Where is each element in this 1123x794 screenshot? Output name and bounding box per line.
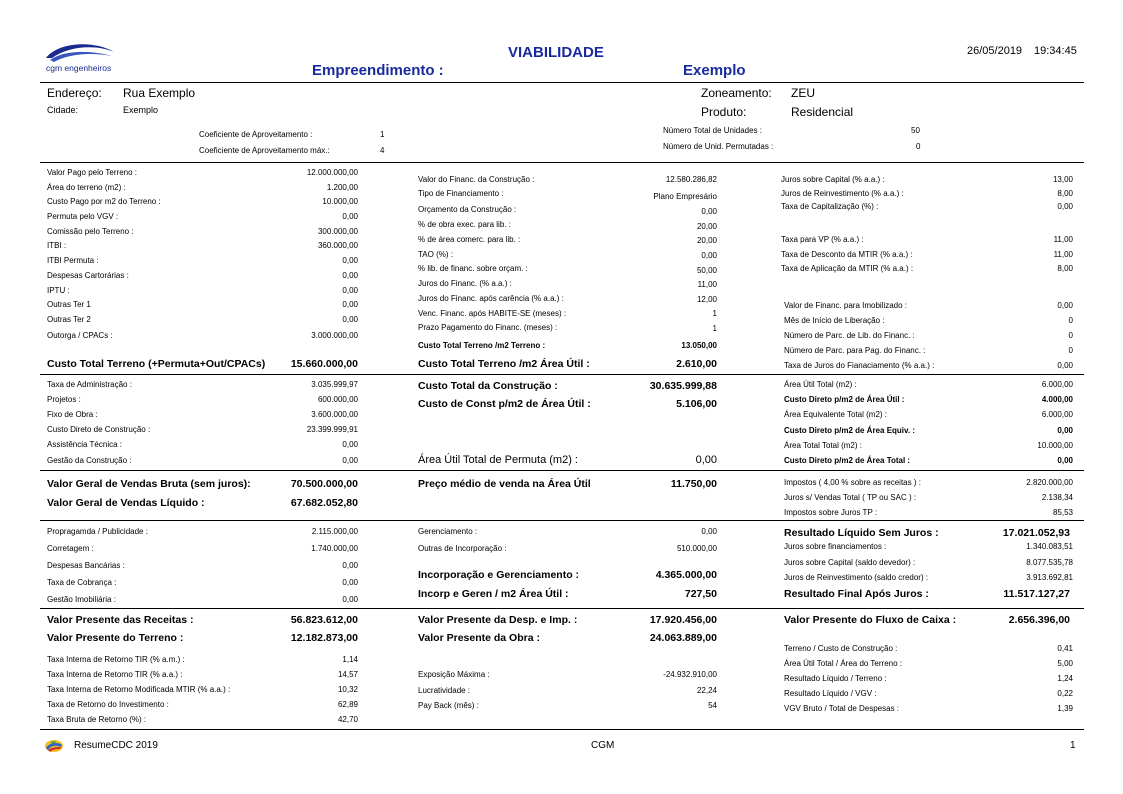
- row-value: 0,00: [342, 595, 358, 604]
- row-value: 8.077.535,78: [1026, 558, 1073, 567]
- produto-value: Residencial: [791, 105, 854, 119]
- row-value: 10.000,00: [322, 197, 358, 206]
- row-label: Taxa para VP (% a.a.) :: [781, 235, 864, 244]
- section-divider: [40, 608, 1084, 609]
- report-time: 19:34:45: [1034, 45, 1077, 57]
- units-label: Número de Unid. Permutadas :: [663, 142, 774, 151]
- row-value: 8,00: [1057, 264, 1073, 273]
- footer-divider: [40, 729, 1084, 730]
- row-label: Outras Ter 2: [47, 315, 91, 324]
- row-value: 0,00: [342, 271, 358, 280]
- row-label: Área Útil Total / Área do Terreno :: [784, 659, 902, 668]
- total-label: Valor Geral de Vendas Bruta (sem juros):: [47, 478, 251, 490]
- row-value: 0: [1068, 346, 1073, 355]
- row-label: Área Equivalente Total (m2) :: [784, 410, 888, 419]
- row-value: 0,00: [1057, 426, 1073, 435]
- row-label: Taxa de Desconto da MTIR (% a.a.) :: [781, 250, 913, 259]
- row-value: 0,00: [1057, 361, 1073, 370]
- total-value: 2.656.396,00: [1008, 614, 1070, 626]
- row-value: 1: [712, 309, 717, 318]
- row-value: 0,00: [1057, 456, 1073, 465]
- row-value: 3.600.000,00: [311, 410, 358, 419]
- row-value: 0,00: [342, 300, 358, 309]
- row-value: 1,39: [1057, 704, 1073, 713]
- subtotal-label: Custo Total Terreno /m2 Terreno :: [418, 341, 546, 350]
- empreendimento-label: Empreendimento :: [312, 62, 444, 79]
- row-label: Juros do Financ. após carência (% a.a.) :: [418, 294, 564, 303]
- empreendimento-value: Exemplo: [683, 62, 746, 79]
- row-value: 8,00: [1057, 189, 1073, 198]
- total-label: Valor Presente do Fluxo de Caixa :: [784, 614, 957, 626]
- produto-label: Produto:: [701, 105, 747, 119]
- row-value: 0,00: [342, 456, 358, 465]
- row-label: Taxa de Administração :: [47, 380, 132, 389]
- row-label: Valor Pago pelo Terreno :: [47, 168, 137, 177]
- total-value: 67.682.052,80: [290, 497, 358, 509]
- row-value: 300.000,00: [317, 227, 358, 236]
- row-value: Plano Empresário: [653, 192, 717, 201]
- row-value: 2.115.000,00: [311, 527, 358, 536]
- row-label: Taxa de Cobrança :: [47, 578, 117, 587]
- row-value: 4.000,00: [1041, 395, 1073, 404]
- row-value: 11,00: [1053, 250, 1073, 259]
- row-label: Assistência Técnica :: [47, 440, 122, 449]
- row-label: Área Útil Total (m2) :: [784, 380, 857, 389]
- row-value: 0,00: [1057, 301, 1073, 310]
- units-value: 50: [911, 126, 920, 135]
- row-value: 6.000,00: [1041, 410, 1073, 419]
- row-value: 22,24: [696, 686, 717, 695]
- row-label: Juros sobre Capital (saldo devedor) :: [784, 558, 916, 567]
- row-value: 0,41: [1057, 644, 1073, 653]
- row-label: TAO (%) :: [418, 250, 453, 259]
- row-value: 3.000.000,00: [311, 331, 358, 340]
- row-label: Projetos :: [47, 395, 81, 404]
- row-label: Despesas Bancárias :: [47, 561, 125, 570]
- total-value: 2.610,00: [676, 358, 717, 370]
- row-value: 0,00: [342, 256, 358, 265]
- row-value: 0,00: [342, 212, 358, 221]
- units-value: 0: [916, 142, 921, 151]
- total-value: 17.021.052,93: [1002, 527, 1070, 539]
- row-label: Taxa de Retorno do Investimento :: [47, 700, 169, 709]
- units-label: Número Total de Unidades :: [663, 126, 763, 135]
- row-label: Lucratividade :: [418, 686, 471, 695]
- total-label: Preço médio de venda na Área Útil: [418, 478, 591, 490]
- total-label: Custo Total Terreno /m2 Área Útil :: [418, 358, 590, 370]
- row-value: -24.932.910,00: [663, 670, 717, 679]
- row-label: Exposição Máxima :: [418, 670, 490, 679]
- row-label: ITBI :: [47, 241, 67, 250]
- row-value: 12,00: [696, 295, 717, 304]
- total-value: 70.500.000,00: [290, 478, 358, 490]
- row-label: Propragamda / Publicidade :: [47, 527, 148, 536]
- subtotal-value: 13.050,00: [681, 341, 717, 350]
- row-value: 2.820.000,00: [1026, 478, 1073, 487]
- row-value: 0,00: [342, 561, 358, 570]
- row-label: Área Útil Total de Permuta (m2) :: [418, 454, 578, 466]
- total-value: 12.182.873,00: [290, 632, 358, 644]
- row-value: 12.580.286,82: [665, 175, 717, 184]
- row-value: 13,00: [1052, 175, 1073, 184]
- total-label: Incorp e Geren / m2 Área Útil :: [418, 588, 569, 600]
- total-label: Incorporação e Gerenciamento :: [418, 569, 580, 581]
- row-label: Impostos sobre Juros TP :: [784, 508, 878, 517]
- row-label: Venc. Financ. após HABITE-SE (meses) :: [418, 309, 567, 318]
- coef-label: Coeficiente de Aproveitamento máx.:: [199, 146, 330, 155]
- total-label: Valor Presente da Obra :: [418, 632, 540, 644]
- row-value: 23.399.999,91: [306, 425, 358, 434]
- row-label: Taxa Bruta de Retorno (%) :: [47, 715, 147, 724]
- row-value: 10,32: [337, 685, 358, 694]
- endereco-value: Rua Exemplo: [123, 86, 196, 100]
- row-label: Resultado Líquido / Terreno :: [784, 674, 887, 683]
- row-value: 0: [1068, 331, 1073, 340]
- total-value: 11.750,00: [670, 478, 717, 490]
- row-label: Prazo Pagamento do Financ. (meses) :: [418, 323, 558, 332]
- row-label: Impostos ( 4,00 % sobre as receitas ) :: [784, 478, 921, 487]
- row-label: Permuta pelo VGV :: [47, 212, 119, 221]
- report-date: 26/05/2019: [967, 45, 1023, 57]
- header-divider: [40, 82, 1084, 83]
- row-label: Taxa de Aplicação da MTIR (% a.a.) :: [781, 264, 914, 273]
- row-label: Terreno / Custo de Construção :: [784, 644, 898, 653]
- total-label: Valor Presente das Receitas :: [47, 614, 194, 626]
- row-value: 6.000,00: [1041, 380, 1073, 389]
- row-label: % de obra exec. para lib. :: [418, 220, 511, 229]
- row-value: 360.000,00: [317, 241, 358, 250]
- total-value: 56.823.612,00: [290, 614, 358, 626]
- row-label: Custo Direto p/m2 de Área Equiv. :: [784, 426, 915, 435]
- endereco-label: Endereço:: [47, 86, 102, 100]
- row-label: Pay Back (mês) :: [418, 701, 479, 710]
- row-label: Despesas Cartorárias :: [47, 271, 129, 280]
- coef-value: 1: [380, 130, 385, 139]
- row-label: Taxa de Capitalização (%) :: [781, 202, 879, 211]
- row-value: 1.740.000,00: [311, 544, 358, 553]
- row-label: Juros sobre financiamentos :: [784, 542, 887, 551]
- row-label: Outorga / CPACs :: [47, 331, 113, 340]
- row-value: 0,00: [342, 440, 358, 449]
- total-value: 24.063.889,00: [649, 632, 717, 644]
- total-label: Custo Total da Construção :: [418, 380, 558, 392]
- row-value: 1,24: [1057, 674, 1073, 683]
- row-value: 11,00: [697, 280, 717, 289]
- row-label: Orçamento da Construção :: [418, 205, 517, 214]
- section-divider: [40, 470, 1084, 471]
- row-label: Outras Ter 1: [47, 300, 91, 309]
- total-value: 17.920.456,00: [649, 614, 717, 626]
- row-label: Resultado Líquido / VGV :: [784, 689, 877, 698]
- total-label: Resultado Líquido Sem Juros :: [784, 527, 939, 539]
- row-value: 0: [1068, 316, 1073, 325]
- app-icon: [44, 739, 64, 753]
- row-value: 14,57: [337, 670, 358, 679]
- row-value: 0,00: [695, 454, 717, 466]
- row-label: Área do terreno (m2) :: [47, 183, 126, 192]
- row-label: % lib. de financ. sobre orçam. :: [418, 264, 528, 273]
- row-value: 0,00: [342, 286, 358, 295]
- row-label: Valor do Financ. da Construção :: [418, 175, 535, 184]
- row-label: ITBI Permuta :: [47, 256, 99, 265]
- total-label: Valor Presente do Terreno :: [47, 632, 184, 644]
- row-label: Número de Parc. para Pag. do Financ. :: [784, 346, 926, 355]
- cgm-logo-icon: [44, 40, 118, 76]
- page-title: VIABILIDADE: [508, 44, 604, 61]
- section-divider: [40, 520, 1084, 521]
- row-value: 11,00: [1053, 235, 1073, 244]
- row-value: 0,00: [701, 527, 717, 536]
- row-value: 62,89: [337, 700, 358, 709]
- row-value: 0,00: [701, 207, 717, 216]
- coef-value: 4: [380, 146, 385, 155]
- row-value: 3.035.999,97: [311, 380, 358, 389]
- row-value: 1,14: [342, 655, 358, 664]
- total-value: 30.635.999,88: [649, 380, 717, 392]
- row-label: Número de Parc. de Lib. do Financ. :: [784, 331, 915, 340]
- row-value: 0,22: [1057, 689, 1073, 698]
- row-label: Outras de Incorporação :: [418, 544, 507, 553]
- total-label: Resultado Final Após Juros :: [784, 588, 929, 600]
- row-value: 54: [708, 701, 717, 710]
- row-label: Juros do Financ. (% a.a.) :: [418, 279, 512, 288]
- row-value: 0,00: [1057, 202, 1073, 211]
- zoneamento-label: Zoneamento:: [701, 86, 772, 100]
- row-label: Gestão Imobiliária :: [47, 595, 116, 604]
- row-value: 5,00: [1057, 659, 1073, 668]
- total-label: Custo Total Terreno (+Permuta+Out/CPACs): [47, 358, 266, 370]
- logo-text: cgm engenheiros: [46, 63, 112, 73]
- row-value: 50,00: [696, 266, 717, 275]
- total-label: Custo de Const p/m2 de Área Útil :: [418, 398, 591, 410]
- row-label: Taxa Interna de Retorno TIR (% a.m.) :: [47, 655, 185, 664]
- row-value: 1.340.083,51: [1026, 542, 1073, 551]
- total-label: Valor Presente da Desp. e Imp. :: [418, 614, 578, 626]
- row-label: VGV Bruto / Total de Despesas :: [784, 704, 900, 713]
- row-label: Taxa de Juros do Fianaciamento (% a.a.) :: [784, 361, 935, 370]
- row-label: Custo Direto p/m2 de Área Total :: [784, 456, 911, 465]
- row-value: 42,70: [337, 715, 358, 724]
- row-label: Juros s/ Vendas Total ( TP ou SAC ) :: [784, 493, 917, 502]
- row-label: Mês de Início de Liberação :: [784, 316, 885, 325]
- row-label: Juros de Reinvestimento (saldo credor) :: [784, 573, 929, 582]
- row-label: Taxa Interna de Retorno TIR (% a.a.) :: [47, 670, 183, 679]
- row-value: 510.000,00: [676, 544, 717, 553]
- row-value: 20,00: [696, 236, 717, 245]
- row-label: Taxa Interna de Retorno Modificada MTIR (% a.a.) :: [47, 685, 231, 694]
- row-value: 0,00: [342, 578, 358, 587]
- row-label: % de área comerc. para lib. :: [418, 235, 521, 244]
- row-value: 1: [712, 324, 717, 333]
- row-label: IPTU :: [47, 286, 70, 295]
- row-label: Comissão pelo Terreno :: [47, 227, 134, 236]
- total-value: 15.660.000,00: [290, 358, 358, 370]
- total-value: 5.106,00: [676, 398, 717, 410]
- row-value: 1.200,00: [326, 183, 358, 192]
- row-label: Custo Direto de Construção :: [47, 425, 151, 434]
- row-label: Juros de Reinvestimento (% a.a.) :: [781, 189, 904, 198]
- footer-company: CGM: [591, 740, 615, 751]
- row-value: 600.000,00: [317, 395, 358, 404]
- row-value: 20,00: [696, 222, 717, 231]
- row-value: 85,53: [1052, 508, 1073, 517]
- row-value: 0,00: [701, 251, 717, 260]
- total-label: Valor Geral de Vendas Líquido :: [47, 497, 205, 509]
- cidade-value: Exemplo: [123, 105, 159, 115]
- cidade-label: Cidade:: [47, 105, 79, 115]
- row-label: Custo Direto p/m2 de Área Útil :: [784, 395, 905, 404]
- row-value: 3.913.692,81: [1026, 573, 1073, 582]
- row-label: Custo Pago por m2 do Terreno :: [47, 197, 161, 206]
- row-label: Gestão da Construção :: [47, 456, 132, 465]
- row-label: Área Total Total (m2) :: [784, 441, 862, 450]
- section-divider: [40, 162, 1084, 163]
- row-value: 10.000,00: [1037, 441, 1073, 450]
- row-label: Valor de Financ. para Imobilizado :: [784, 301, 908, 310]
- row-label: Fixo de Obra :: [47, 410, 98, 419]
- zoneamento-value: ZEU: [791, 86, 815, 100]
- total-value: 4.365.000,00: [655, 569, 717, 581]
- footer-app-name: ResumeCDC 2019: [74, 740, 158, 751]
- coef-label: Coeficiente de Aproveitamento :: [199, 130, 313, 139]
- total-value: 11.517.127,27: [1003, 588, 1070, 600]
- section-divider: [40, 374, 1084, 375]
- row-label: Tipo de Financiamento :: [418, 189, 504, 198]
- row-value: 12.000.000,00: [306, 168, 358, 177]
- total-value: 727,50: [684, 588, 717, 600]
- row-value: 2.138,34: [1041, 493, 1073, 502]
- row-value: 0,00: [342, 315, 358, 324]
- row-label: Gerenciamento :: [418, 527, 478, 536]
- row-label: Juros sobre Capital (% a.a.) :: [781, 175, 885, 184]
- page-number: 1: [1070, 740, 1076, 751]
- row-label: Corretagem :: [47, 544, 94, 553]
